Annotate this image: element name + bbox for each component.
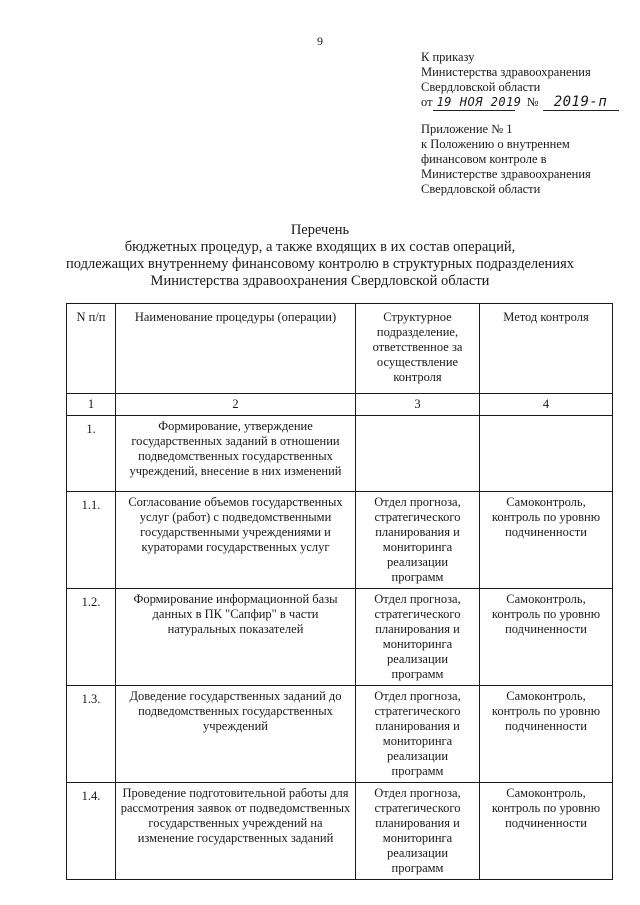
title-line: Министерства здравоохранения Свердловской области	[150, 273, 490, 289]
header-number: N п/п	[67, 304, 116, 394]
column-number: 2	[116, 394, 356, 416]
row-procedure-name: Формирование, утверждение государственных заданий в отношении подведомственных государственных учреждений, внесение в них изменений	[116, 416, 356, 492]
header-control-method: Метод контроля	[480, 304, 613, 394]
row-number: 1.4.	[67, 783, 116, 880]
order-date-number	[421, 95, 619, 111]
order-date-stamp: 19 НОЯ 2019	[433, 95, 515, 111]
order-line: К приказу	[421, 50, 475, 64]
row-responsible-unit	[356, 416, 480, 492]
row-procedure-name: Согласование объемов государственных услуг (работ) с подведомственными государственными учреждениями и кураторами государственных услуг	[116, 492, 356, 589]
order-reference-block	[421, 50, 619, 111]
row-number: 1.	[67, 416, 116, 492]
table-row	[67, 783, 613, 880]
row-responsible-unit: Отдел прогноза, стратегического планирования и мониторинга реализации программ	[356, 492, 480, 589]
row-control-method: Самоконтроль, контроль по уровню подчиненности	[480, 492, 613, 589]
row-control-method: Самоконтроль, контроль по уровню подчиненности	[480, 589, 613, 686]
title-line: Перечень	[290, 222, 350, 238]
column-number: 4	[480, 394, 613, 416]
row-control-method: Самоконтроль, контроль по уровню подчиненности	[480, 686, 613, 783]
order-line: Свердловской области	[421, 80, 541, 94]
row-procedure-name: Проведение подготовительной работы для рассмотрения заявок от подведомственных государственных учреждений на изменение государственных заданий	[116, 783, 356, 880]
order-line: Министерства здравоохранения	[421, 65, 591, 79]
column-number: 1	[67, 394, 116, 416]
order-number-handwritten: 2019-п	[543, 95, 619, 111]
procedures-table	[66, 303, 613, 880]
appendix-line: Приложение № 1	[421, 122, 513, 136]
appendix-line: Свердловской области	[421, 182, 541, 196]
row-control-method	[480, 416, 613, 492]
column-number-row	[67, 394, 613, 416]
title-line: подлежащих внутреннему финансовому контролю в структурных подразделениях	[65, 256, 574, 272]
row-control-method: Самоконтроль, контроль по уровню подчиненности	[480, 783, 613, 880]
table-row	[67, 492, 613, 589]
row-responsible-unit: Отдел прогноза, стратегического планирования и мониторинга реализации программ	[356, 686, 480, 783]
table-row	[67, 416, 613, 492]
column-number: 3	[356, 394, 480, 416]
row-number: 1.2.	[67, 589, 116, 686]
order-date-prefix: от	[421, 95, 433, 109]
title-line: бюджетных процедур, а также входящих в их состав операций,	[124, 239, 516, 255]
header-responsible-unit: Структурное подразделение, ответственное за осуществление контроля	[356, 304, 480, 394]
row-procedure-name: Формирование информационной базы данных в ПК "Сапфир" в части натуральных показателей	[116, 589, 356, 686]
row-number: 1.3.	[67, 686, 116, 783]
row-responsible-unit: Отдел прогноза, стратегического планирования и мониторинга реализации программ	[356, 783, 480, 880]
table-row	[67, 589, 613, 686]
table-row	[67, 686, 613, 783]
document-title	[0, 222, 640, 290]
appendix-line: к Положению о внутреннем	[421, 137, 570, 151]
row-responsible-unit: Отдел прогноза, стратегического планирования и мониторинга реализации программ	[356, 589, 480, 686]
order-number-sign: №	[526, 95, 539, 109]
row-number: 1.1.	[67, 492, 116, 589]
appendix-line: финансовом контроле в	[421, 152, 547, 166]
header-procedure-name: Наименование процедуры (операции)	[116, 304, 356, 394]
appendix-block	[421, 122, 591, 197]
appendix-line: Министерстве здравоохранения	[421, 167, 591, 181]
row-procedure-name: Доведение государственных заданий до подведомственных государственных учреждений	[116, 686, 356, 783]
page-number: 9	[317, 34, 323, 48]
table-header-row	[67, 304, 613, 394]
